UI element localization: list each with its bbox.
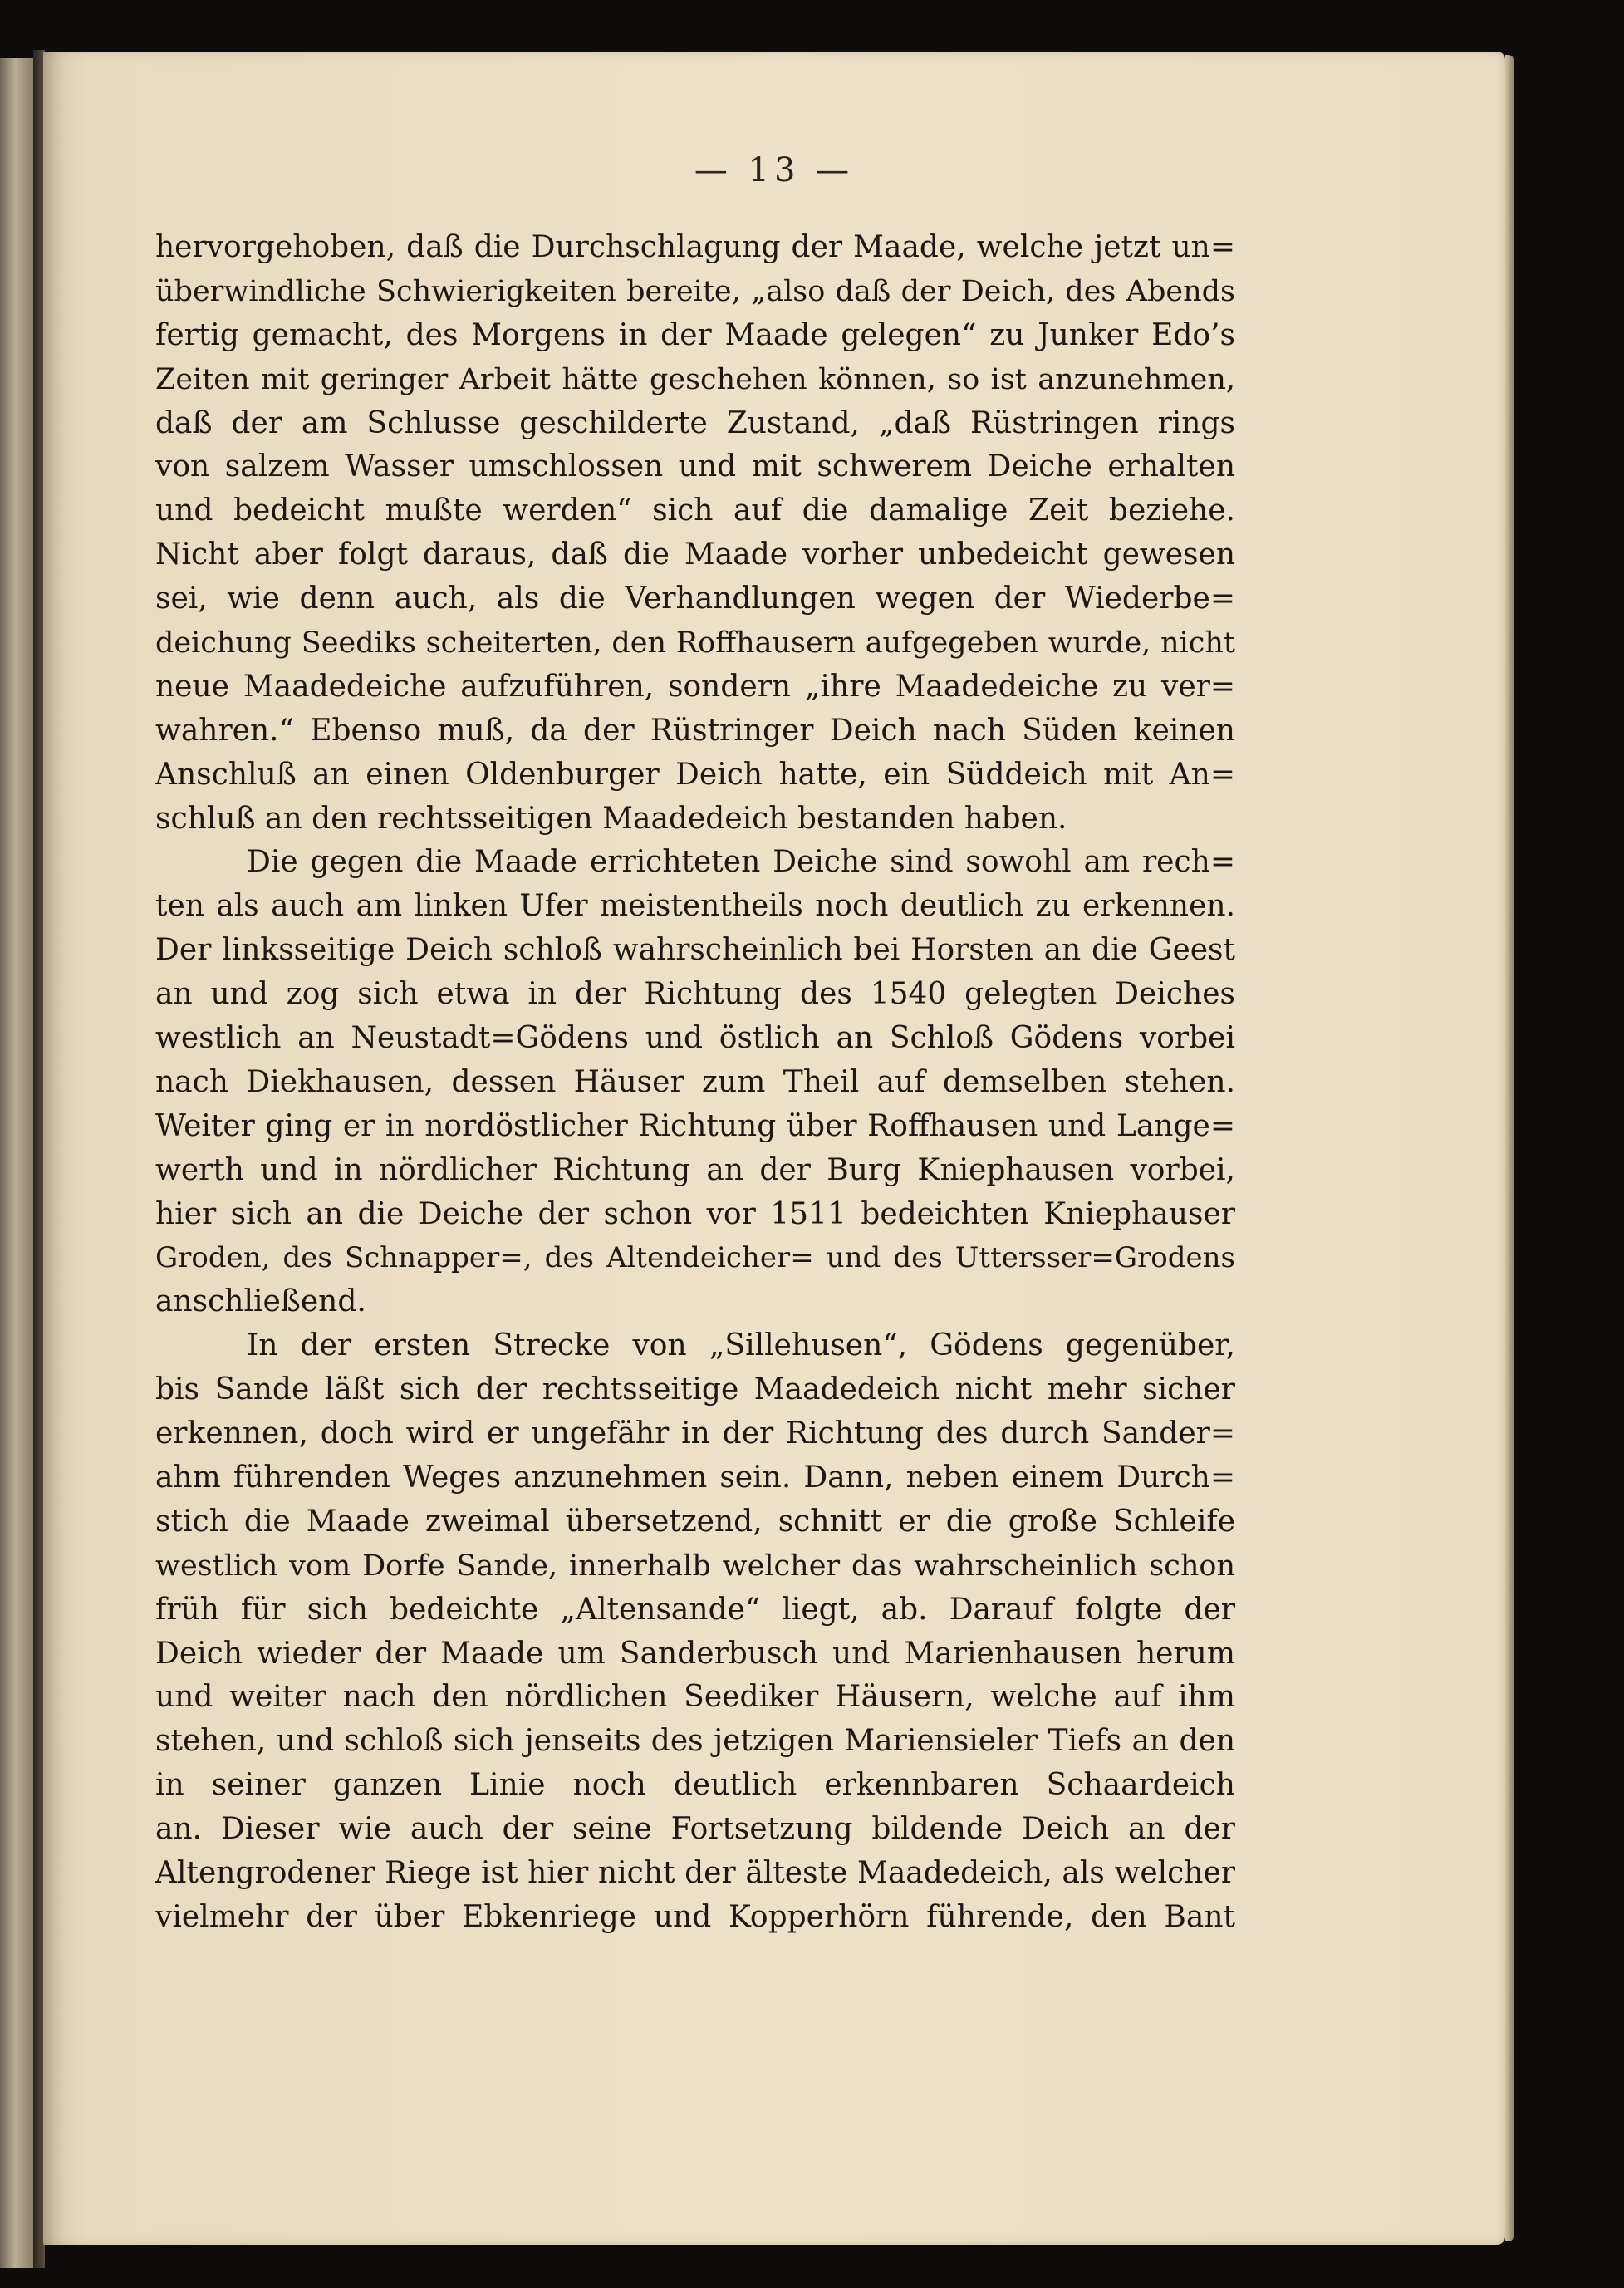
text-line: Anschluß an einen Oldenburger Deich hatte, ein Süddeich mit An= [155, 757, 1235, 792]
text-line: Der linksseitige Deich schloß wahrscheinlich bei Horsten an die Geest [155, 933, 1235, 968]
text-line: Zeiten mit geringer Arbeit hätte geschehen können, so ist anzunehmen, [155, 362, 1235, 396]
body-text [155, 226, 1235, 1940]
text-line: westlich an Neustadt=Gödens und östlich an Schloß Gödens vorbei [155, 1021, 1235, 1056]
text-line: westlich vom Dorfe Sande, innerhalb welcher das wahrscheinlich schon [155, 1549, 1235, 1583]
text-line: Altengrodener Riege ist hier nicht der älteste Maadedeich, als welcher [155, 1855, 1235, 1890]
text-line: an und zog sich etwa in der Richtung des 1540 gelegten Deiches [155, 977, 1235, 1012]
text-line: sei, wie denn auch, als die Verhandlungen wegen der Wiederbe= [155, 582, 1235, 616]
text-line: In der ersten Strecke von „Sillehusen“, Gödens gegenüber, [247, 1328, 1235, 1363]
text-line: überwindliche Schwierigkeiten bereite, „also daß der Deich, des Abends [155, 274, 1235, 308]
text-line: und bedeicht mußte werden“ sich auf die damalige Zeit beziehe. [155, 493, 1235, 528]
left-page-edge [0, 58, 33, 2268]
text-line: Die gegen die Maade errichteten Deiche sind sowohl am rech= [247, 845, 1235, 880]
text-line: nach Diekhausen, dessen Häuser zum Theil auf demselben stehen. [155, 1064, 1235, 1099]
text-line: früh für sich bedeichte „Altensande“ liegt, ab. Darauf folgte der [155, 1592, 1235, 1627]
page-number: — 13 — [694, 151, 855, 189]
text-line: fertig gemacht, des Morgens in der Maade gelegen“ zu Junker Edo’s [155, 317, 1235, 352]
text-line: Deich wieder der Maade um Sanderbusch und Marienhausen herum [155, 1636, 1235, 1671]
text-line: stehen, und schloß sich jenseits des jetzigen Mariensieler Tiefs an den [155, 1724, 1235, 1759]
text-line: bis Sande läßt sich der rechtsseitige Maadedeich nicht mehr sicher [155, 1372, 1235, 1407]
text-line: erkennen, doch wird er ungefähr in der Richtung des durch Sander= [155, 1416, 1235, 1451]
text-line: hervorgehoben, daß die Durchschlagung der Maade, welche jetzt un= [155, 230, 1235, 264]
text-line: und weiter nach den nördlichen Seediker Häusern, welche auf ihm [155, 1680, 1235, 1715]
text-line: Groden, des Schnapper=, des Altendeicher= und des Uttersser=Grodens [155, 1241, 1235, 1275]
text-line: anschließend. [155, 1284, 366, 1319]
text-line: wahren.“ Ebenso muß, da der Rüstringer Deich nach Süden keinen [155, 713, 1235, 748]
text-line: Weiter ging er in nordöstlicher Richtung über Roffhausen und Lange= [155, 1108, 1235, 1143]
text-line: von salzem Wasser umschlossen und mit schwerem Deiche erhalten [155, 449, 1235, 484]
text-line: deichung Seediks scheiterten, den Roffhausern aufgegeben wurde, nicht [155, 626, 1235, 660]
text-line: ahm führenden Weges anzunehmen sein. Dann, neben einem Durch= [155, 1460, 1235, 1495]
text-line: vielmehr der über Ebkenriege und Kopperhörn führende, den Bant [155, 1899, 1235, 1934]
text-line: an. Dieser wie auch der seine Fortsetzung bildende Deich an der [155, 1812, 1235, 1847]
text-line: neue Maadedeiche aufzuführen, sondern „ihre Maadedeiche zu ver= [155, 669, 1235, 704]
page-edge [1505, 55, 1514, 2241]
text-line: werth und in nördlicher Richtung an der Burg Kniephausen vorbei, [155, 1152, 1235, 1187]
text-line: stich die Maade zweimal übersetzend, schnitt er die große Schleife [155, 1504, 1235, 1539]
text-line: daß der am Schlusse geschilderte Zustand, „daß Rüstringen rings [155, 405, 1235, 440]
text-line: ten als auch am linken Ufer meistentheils noch deutlich zu erkennen. [155, 889, 1235, 924]
text-line: hier sich an die Deiche der schon vor 1511 bedeichten Kniephauser [155, 1196, 1235, 1231]
book-page [43, 52, 1505, 2245]
text-line: schluß an den rechtsseitigen Maadedeich bestanden haben. [155, 801, 1067, 836]
text-line: Nicht aber folgt daraus, daß die Maade vorher unbedeicht gewesen [155, 538, 1235, 572]
text-line: in seiner ganzen Linie noch deutlich erkennbaren Schaardeich [155, 1768, 1235, 1803]
